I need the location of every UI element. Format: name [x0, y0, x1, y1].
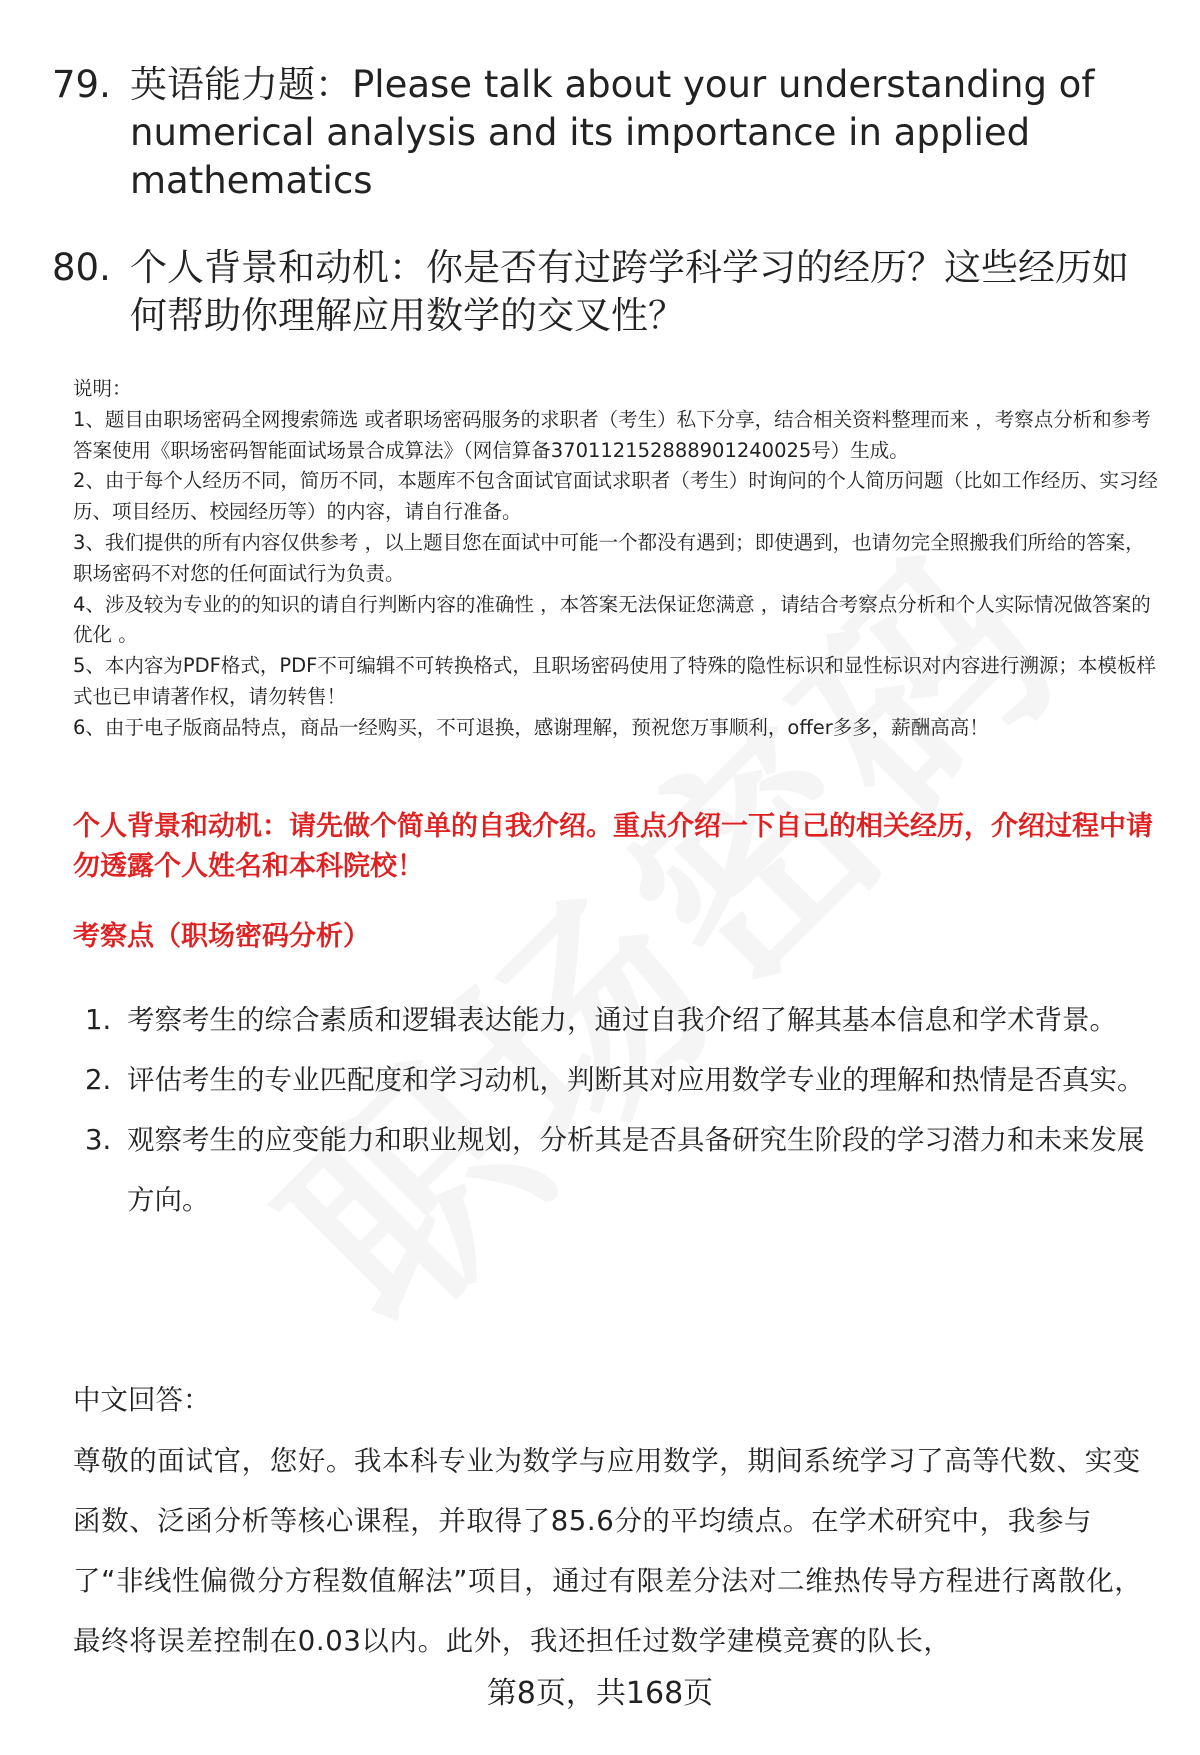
note-item: 2、由于每个人经历不同，简历不同，本题库不包含面试官面试求职者（考生）时询问的个人简历问题（比如工作经历、实习经历、项目经历、校园经历等）的内容，请自行准备。 [73, 469, 1158, 524]
interview-prompt: 个人背景和动机：请先做个简单的自我介绍。重点介绍一下自己的相关经历，介绍过程中请勿透露个人姓名和本科院校！ [73, 811, 1153, 882]
analysis-heading: 考察点（职场密码分析） [73, 921, 370, 952]
notes-title: 说明： [73, 377, 132, 400]
question-number: 80. [52, 246, 111, 289]
analysis-point [85, 990, 1165, 1050]
notes-section [73, 374, 1163, 744]
note-item: 1、题目由职场密码全网搜索筛选 或者职场密码服务的求职者（考生）私下分享，结合相关资料整理而来 ，考察点分析和参考答案使用《职场密码智能面试场景合成算法》（网信算备370112152888901240025号）生成。 [73, 407, 1151, 462]
answer-label: 中文回答： [73, 1384, 211, 1416]
question-text: 个人背景和动机：你是否有过跨学科学习的经历？这些经历如何帮助你理解应用数学的交叉性？ [130, 246, 1129, 337]
note-item: 6、由于电子版商品特点，商品一经购买，不可退换，感谢理解，预祝您万事顺利，offer多多，薪酬高高！ [73, 715, 989, 739]
point-number: 3. [85, 1124, 112, 1156]
point-number: 2. [85, 1064, 112, 1096]
question-text: 英语能力题：Please talk about your understanding of numerical analysis and its importance in applied mathematics [130, 63, 1095, 202]
page-number: 第8页，共168页 [486, 1676, 714, 1711]
point-text: 观察考生的应变能力和职业规划，分析其是否具备研究生阶段的学习潜力和未来发展方向。 [127, 1124, 1145, 1216]
question-number: 79. [52, 63, 111, 106]
analysis-point [85, 1110, 1165, 1230]
answer-text: 尊敬的面试官，您好。我本科专业为数学与应用数学，期间系统学习了高等代数、实变函数、泛函分析等核心课程，并取得了85.6分的平均绩点。在学术研究中，我参与了“非线性偏微分方程数值解法”项目，通过有限差分法对二维热传导方程进行离散化，最终将误差控制在0.03以内。此外，我还担任过数学建模竞赛的队长， [73, 1445, 1143, 1657]
note-item: 5、本内容为PDF格式，PDF不可编辑不可转换格式，且职场密码使用了特殊的隐性标识和显性标识对内容进行溯源；本模板样式也已申请著作权，请勿转售！ [73, 654, 1156, 708]
question-80 [52, 244, 1162, 340]
point-number: 1. [85, 1004, 112, 1036]
note-item: 4、涉及较为专业的的知识的请自行判断内容的准确性 ，本答案无法保证您满意 ，请结合考察点分析和个人实际情况做答案的优化 。 [73, 592, 1151, 647]
analysis-point [85, 1050, 1165, 1110]
point-text: 评估考生的专业匹配度和学习动机，判断其对应用数学专业的理解和热情是否真实。 [127, 1064, 1145, 1096]
note-item: 3、我们提供的所有内容仅供参考 ，以上题目您在面试中可能一个都没有遇到；即使遇到，也请勿完全照搬我们所给的答案，职场密码不对您的任何面试行为负责。 [73, 530, 1145, 585]
point-text: 考察考生的综合素质和逻辑表达能力，通过自我介绍了解其基本信息和学术背景。 [127, 1004, 1117, 1036]
analysis-points [85, 990, 1165, 1230]
question-79 [52, 61, 1162, 205]
